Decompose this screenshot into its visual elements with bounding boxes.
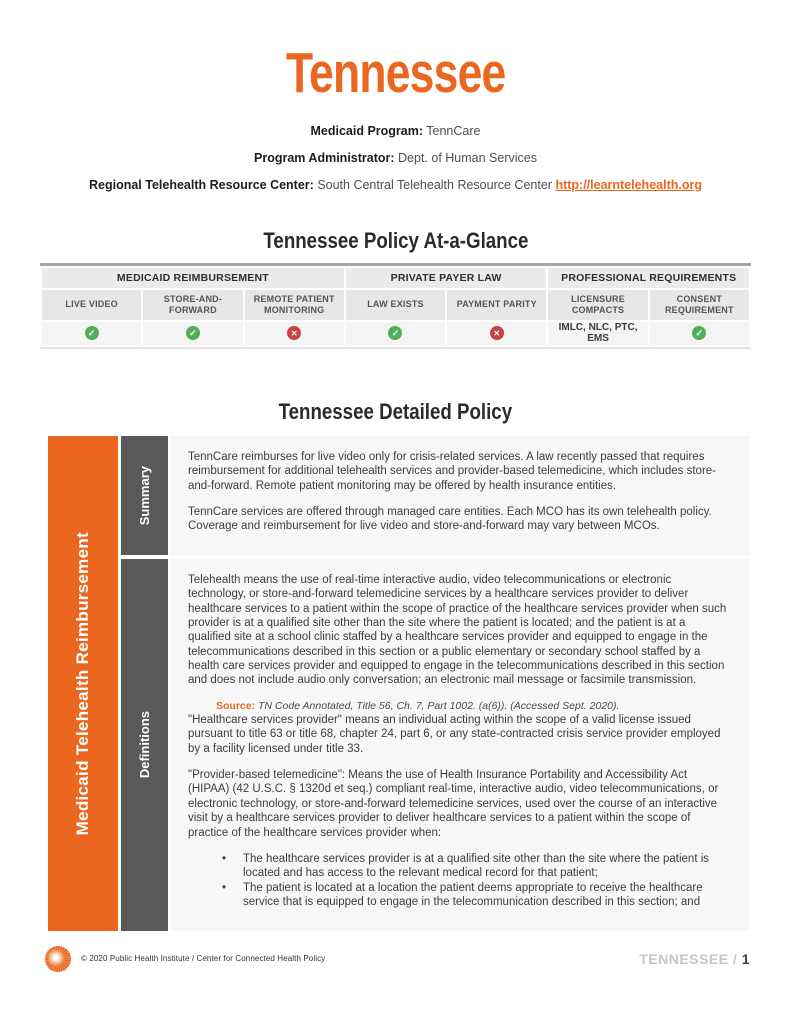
category-bar-label: Medicaid Telehealth Reimbursement	[73, 531, 92, 836]
source-text: TN Code Annotated, Title 56, Ch. 7, Part 1002. (a(6)). (Accessed Sept. 2020).	[258, 699, 620, 712]
definitions-content	[170, 559, 750, 931]
check-icon	[692, 326, 706, 340]
definitions-paragraph-2: "Healthcare services provider" means an individual acting within the scope of a valid license issued pursuant to title 63 or title 68, chapter 24, part 6, or any state-contracted crisis service provider employed by a facility licensed under title 33.	[188, 713, 721, 755]
at-a-glance-section	[0, 228, 791, 254]
x-icon	[490, 326, 504, 340]
group-header-private-payer-law: PRIVATE PAYER LAW	[346, 268, 547, 288]
medicaid-program-label: Medicaid Program:	[310, 123, 424, 138]
program-administrator-label: Program Administrator:	[254, 150, 395, 165]
value-store-and-forward	[143, 322, 242, 345]
detailed-policy-heading: Tennessee Detailed Policy	[278, 398, 513, 424]
list-item: • The healthcare services provider is at a qualified site other than the site where the patient is located and has access to the relevant medical record for that patient;	[188, 852, 730, 881]
value-payment-parity	[447, 322, 546, 345]
section-summary	[121, 436, 750, 555]
page-indicator-state: TENNESSEE	[639, 950, 729, 967]
column-header-store-and-forward: STORE-AND-FORWARD	[143, 290, 242, 320]
value-licensure-compacts: IMLC, NLC, PTC, EMS	[548, 322, 647, 345]
header	[0, 0, 791, 104]
resource-center-label: Regional Telehealth Resource Center:	[89, 177, 314, 192]
meta-row-program-administrator	[0, 151, 791, 165]
definitions-paragraph-3: "Provider-based telemedicine": Means the use of Health Insurance Portability and Accessibility Act (HIPAA) (42 U.S.C. § 1320d et seq.) compliant real-time, interactive audio, video telecommunications, or electronic technology, or store-and-forward telemedicine services, used over the course of an interactive visit by a healthcare services provider to deliver healthcare services to a patient within the scope of practice of the healthcare services provider when:	[188, 769, 719, 839]
tab-definitions	[121, 559, 168, 931]
detailed-policy-section	[0, 399, 791, 425]
x-icon	[287, 326, 301, 340]
group-header-professional-requirements: PROFESSIONAL REQUIREMENTS	[548, 268, 749, 288]
group-header-medicaid-reimbursement: MEDICAID REIMBURSEMENT	[42, 268, 344, 288]
definitions-bullet-list	[188, 852, 730, 910]
value-live-video	[42, 322, 141, 345]
detailed-policy-body	[48, 436, 750, 931]
tab-summary	[121, 436, 168, 555]
summary-paragraph-1: TennCare reimburses for live video only for crisis-related services. A law recently passed that requires reimbursement for additional telehealth services and provider-based telemedicine, which includes store-and-forward. Remote patient monitoring may be offered by health insurance entities.	[188, 450, 716, 492]
cchp-orange-logo-icon	[45, 946, 71, 972]
definitions-paragraph-1: Telehealth means the use of real-time interactive audio, video telecommunications or electronic technology, or store-and-forward telemedicine services by a healthcare services provider to deliver healthcare services to a patient within the scope of practice of the healthcare services provider when such provider is at a qualified site other than the site where the patient is located; and the patient is at a qualified site at a school clinic staffed by a healthcare services provider and equipped to engage in the telecommunications described in this section or a public elementary or secondary school staffed by a health care services provider and equipped to engage in the telecommunications described in this section and does not include audio only conversation; an electronic mail message or facsimile transmission.	[188, 573, 727, 687]
glance-group-header-row	[42, 268, 749, 288]
list-item: • The patient is located at a location the patient deems appropriate to receive the healthcare service that is equipped to engage in the telecommunication described in this section; and	[188, 881, 730, 910]
value-law-exists	[346, 322, 445, 345]
source-label: Source:	[216, 699, 256, 712]
meta-row-resource-center	[0, 178, 791, 192]
column-header-remote-patient-monitoring: REMOTE PATIENT MONITORING	[245, 290, 344, 320]
section-definitions	[121, 559, 750, 931]
check-icon	[388, 326, 402, 340]
page-indicator	[639, 951, 750, 967]
meta-row-medicaid-program	[0, 124, 791, 138]
page-title: Tennessee	[285, 41, 506, 105]
at-a-glance-heading: Tennessee Policy At-a-Glance	[262, 227, 529, 253]
resource-center-value: South Central Telehealth Resource Center	[317, 177, 552, 192]
column-header-live-video: LIVE VIDEO	[42, 290, 141, 320]
category-bar-medicaid-telehealth-reimbursement	[48, 436, 118, 931]
source-citation	[216, 700, 730, 713]
page-indicator-separator: /	[732, 950, 738, 967]
check-icon	[186, 326, 200, 340]
medicaid-program-value: TennCare	[426, 123, 481, 138]
policy-sections	[121, 436, 750, 931]
tab-summary-label: Summary	[137, 465, 152, 525]
page-footer	[45, 946, 750, 972]
column-header-consent-requirement: CONSENT REQUIREMENT	[650, 290, 749, 320]
program-administrator-value: Dept. of Human Services	[398, 150, 537, 165]
column-header-licensure-compacts: LICENSURE COMPACTS	[548, 290, 647, 320]
check-icon	[85, 326, 99, 340]
summary-content	[170, 436, 750, 555]
value-remote-patient-monitoring	[245, 322, 344, 345]
column-header-payment-parity: PAYMENT PARITY	[447, 290, 546, 320]
at-a-glance-table	[40, 263, 751, 349]
summary-paragraph-2: TennCare services are offered through managed care entities. Each MCO has its own telehealth policy. Coverage and reimbursement for live video and store-and-forward may vary between MCOs.	[188, 505, 712, 533]
resource-center-link[interactable]: http://learntelehealth.org	[555, 177, 702, 192]
copyright-text: © 2020 Public Health Institute / Center for Connected Health Policy	[81, 954, 326, 964]
page-number: 1	[741, 950, 750, 967]
program-meta	[0, 124, 791, 192]
value-consent-requirement	[650, 322, 749, 345]
tab-definitions-label: Definitions	[137, 711, 152, 779]
glance-value-row	[42, 322, 749, 345]
column-header-law-exists: LAW EXISTS	[346, 290, 445, 320]
glance-column-header-row	[42, 290, 749, 320]
